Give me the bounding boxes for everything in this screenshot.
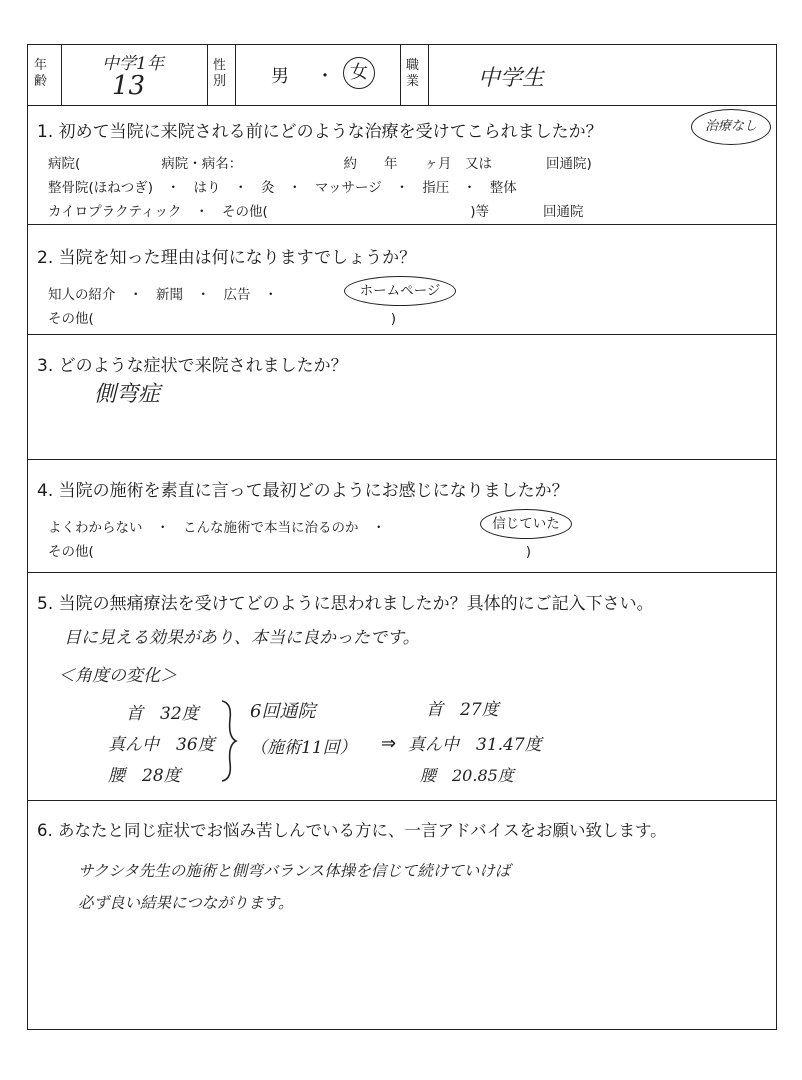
before-waist: 腰 28度 [108,766,181,786]
question-5-answer: 目に見える効果があり、本当に良かったです。 [64,628,420,648]
question-2-other: その他( ) [48,311,397,327]
question-4-text: 4. 当院の施術を素直に言って最初どのようにお感じになりましたか？ [37,481,569,501]
questionnaire-form [27,44,777,1030]
question-2-section [28,225,776,335]
question-6-section [28,801,776,1031]
question-2-options: 知人の紹介 ・ 新聞 ・ 広告 ・ [48,287,278,303]
visits-count: 6回通院 [250,701,316,722]
question-1-answer-circled: 治療なし [691,109,771,145]
after-middle: 真ん中 31.47度 [408,735,542,755]
question-5-section [28,573,776,801]
age-label-2: 齢 [34,74,48,89]
question-3-text: 3. どのような症状で来院されましたか？ [37,356,348,376]
sex-label-2: 別 [213,74,227,89]
job-label-1: 職 [406,58,420,73]
question-4-section [28,460,776,573]
after-waist: 腰 20.85度 [420,766,514,785]
question-4-selected-circled: 信じていた [480,509,572,539]
question-6-line-1: サクシタ先生の施術と側弯バランス体操を信じて続けていけば [78,862,511,880]
sex-value-cell [236,45,401,105]
question-3-answer: 側弯症 [94,382,161,407]
question-1-text: 1. 初めて当院に来院される前にどのような治療を受けてこられましたか？ [37,122,603,142]
header-row [28,45,776,106]
question-6-text: 6. あなたと同じ症状でお悩み苦しんでいる方に、一言アドバイスをお願い致します。 [37,821,667,840]
male-option: 男 [271,66,289,87]
age-label-1: 年 [34,58,48,73]
job-label-2: 業 [406,74,420,89]
sex-label-cell [208,45,236,105]
age-grade: 中学1年 [102,54,164,74]
question-6-line-2: 必ず良い結果につながります。 [78,894,294,912]
question-1-section [28,105,776,225]
age-value-cell [62,45,208,105]
female-option-circled: 女 [343,57,375,89]
question-2-text: 2. 当院を知った理由は何になりますでしょうか？ [37,248,417,268]
question-3-section [28,335,776,460]
arrow-icon: ⇒ [381,733,397,754]
angle-change-title: ＜角度の変化＞ [58,666,177,686]
question-1-line-3: カイロプラクティック ・ その他( )等 回通院 [48,204,584,220]
age-value: 13 [112,71,146,101]
after-neck: 首 27度 [426,700,499,720]
job-label-cell [401,45,429,105]
before-neck: 首 32度 [126,704,199,724]
question-1-line-1: 病院( 病院・病名： 約 年 ヶ月 又は 回通院) [48,156,592,172]
brace-icon [218,699,238,783]
job-value: 中学生 [478,66,545,91]
separator-dot: ・ [316,66,334,87]
question-4-options: よくわからない ・ こんな施術で本当に治るのか ・ [48,520,386,536]
sex-label-1: 性 [213,58,227,73]
age-label-cell [28,45,62,105]
question-4-other: その他( ) [48,544,532,560]
question-2-selected-circled: ホームページ [344,276,456,306]
treatments-count: （施術11回） [250,738,357,758]
question-1-line-2: 整骨院(ほねつぎ) ・ はり ・ 灸 ・ マッサージ ・ 指圧 ・ 整体 [48,180,517,196]
question-5-text: 5. 当院の無痛療法を受けてどのように思われましたか？具体的にご記入下さい。 [37,594,654,614]
before-middle: 真ん中 36度 [108,735,215,755]
